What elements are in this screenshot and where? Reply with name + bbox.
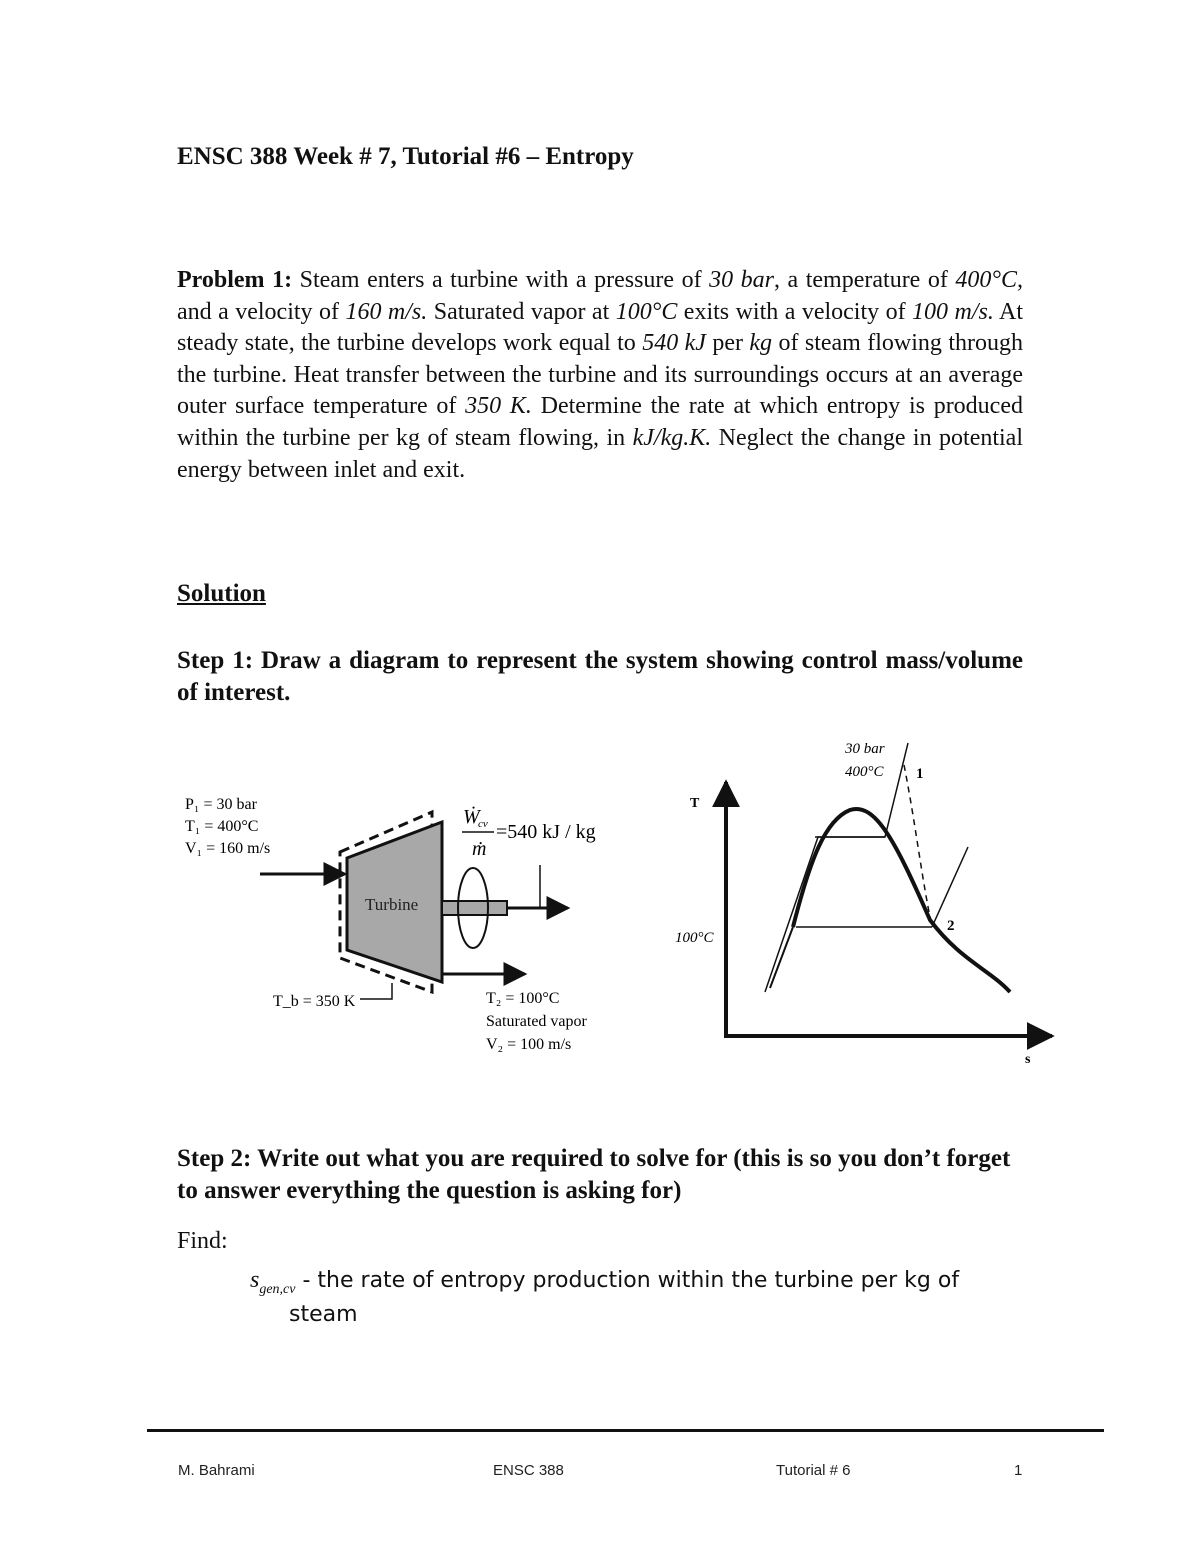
work-subscript: cv — [478, 818, 488, 830]
s-axis-label: s — [1025, 1052, 1031, 1067]
problem-text: At steady state, the turbine develops work equal to — [177, 298, 1023, 357]
find-label: Find: — [177, 1228, 228, 1254]
problem-text: Neglect the change in potential energy between inlet and exit. — [177, 424, 1024, 483]
t-axis-label: T — [690, 796, 700, 811]
work-value-label: =540 kJ / kg — [496, 821, 596, 843]
surface-temperature: 350 K. — [465, 393, 532, 420]
pressure-line-low — [932, 847, 968, 927]
outlet-velocity-label: V₂ = 100 m/s — [486, 1036, 572, 1053]
problem-text: Steam enters a turbine with a pressure of — [292, 267, 710, 293]
page-title: ENSC 388 Week # 7, Tutorial #6 – Entropy — [177, 143, 634, 170]
work-numerator: Ẇ — [463, 806, 480, 828]
pressure-line-30bar — [765, 743, 908, 992]
footer-course: ENSC 388 — [493, 1462, 564, 1479]
find-description-continued: steam — [289, 1302, 358, 1327]
outlet-velocity: 100 m/s. — [912, 298, 994, 325]
inlet-velocity: 160 m/s. — [345, 298, 428, 325]
turbine-shaft — [442, 901, 507, 915]
entropy-symbol — [250, 1267, 296, 1297]
inlet-pressure-label: P₁ = 30 bar — [185, 796, 257, 813]
problem-text: of steam flowing through the turbine. Heat transfer between the turbine and its surroundings occurs at an average outer surface temperature of — [177, 330, 1023, 420]
step2-heading: Step 2: Write out what you are required to solve for (this is so you don’t forget to answer everything the question is asking for) — [177, 1145, 1011, 1204]
footer-author: M. Bahrami — [178, 1462, 255, 1479]
problem-label: Problem 1: — [177, 267, 293, 293]
inlet-pressure: 30 bar — [709, 267, 775, 293]
work-denominator: ṁ — [472, 838, 487, 860]
process-line-1-2 — [904, 765, 932, 927]
state2-label: 2 — [947, 918, 955, 934]
unit-kg: kg — [749, 330, 773, 357]
tb-leader-line — [360, 983, 392, 999]
state2-temperature-label: 100°C — [675, 930, 714, 946]
outlet-temperature: 100°C — [615, 298, 678, 325]
find-item — [250, 1260, 1023, 1310]
state1-label: 1 — [916, 766, 924, 782]
find-description: - the rate of entropy production within the turbine per kg of — [302, 1268, 960, 1293]
state1-temperature-label: 400°C — [845, 764, 884, 780]
inlet-velocity-label: V₁ = 160 m/s — [185, 840, 271, 857]
solution-heading: Solution — [177, 580, 266, 607]
problem-text: Determine the rate at which entropy is produced within the turbine per kg of steam flowing, in — [177, 393, 1023, 451]
turbine-label: Turbine — [365, 895, 419, 914]
problem-text: and a velocity of — [177, 298, 346, 325]
outlet-temperature-label: T₂ = 100°C — [486, 990, 560, 1007]
problem-text: , a temperature of — [774, 267, 956, 293]
inlet-temperature-label: T₁ = 400°C — [185, 818, 259, 835]
outlet-state-label: Saturated vapor — [486, 1013, 587, 1030]
surface-temperature-label: T_b = 350 K — [273, 993, 356, 1010]
compressed-liquid-line — [770, 927, 793, 988]
turbine-diagram — [170, 785, 640, 1065]
step1-heading: Step 1: Draw a diagram to represent the system showing control mass/volume of interest. — [177, 647, 1023, 706]
problem-statement — [177, 265, 1023, 486]
entropy-symbol-base: s — [250, 1267, 260, 1293]
problem-text: Saturated vapor at — [427, 298, 616, 325]
pressure-label: 30 bar — [845, 741, 885, 757]
problem-text: exits with a velocity of — [677, 298, 913, 325]
inlet-temperature: 400°C, — [955, 267, 1024, 293]
work-value: 540 kJ — [642, 330, 706, 357]
footer-tutorial: Tutorial # 6 — [776, 1462, 851, 1479]
footer-page-number: 1 — [1014, 1462, 1023, 1479]
footer-rule — [147, 1429, 1104, 1432]
answer-unit: kJ/kg.K. — [632, 424, 712, 451]
problem-text: per — [705, 330, 750, 357]
entropy-symbol-subscript: gen,cv — [259, 1281, 296, 1297]
ts-diagram — [660, 730, 1080, 1075]
